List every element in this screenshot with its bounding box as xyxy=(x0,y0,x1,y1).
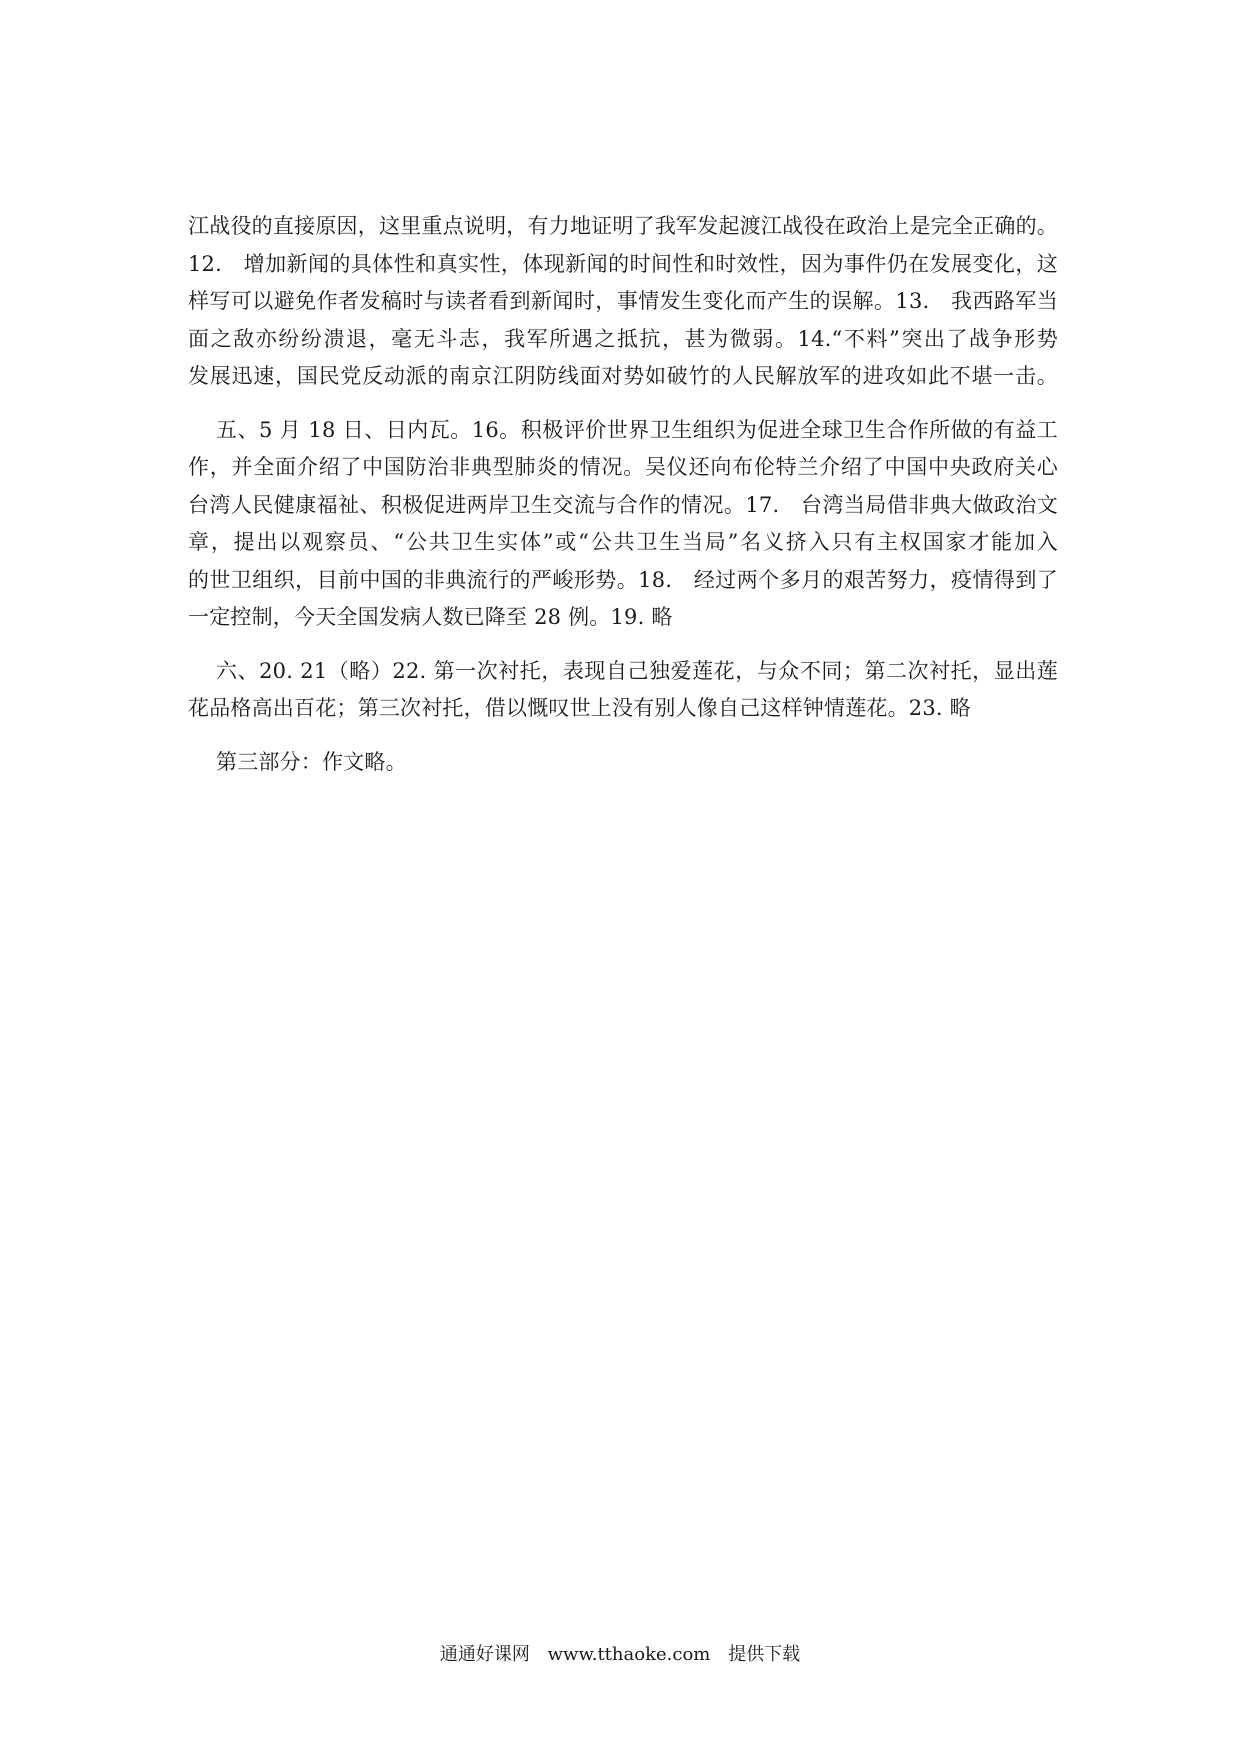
text-line: 江战役的直接原因，这里重点说明，有力地证明了我军发起渡江战役在政治上是完全正确的。 xyxy=(188,214,1058,238)
text-line: 五、5 月 18 日、日内瓦。16。积极评价世界卫生组织为促进全球卫生合作所做的有益工 xyxy=(216,417,1058,442)
paragraph-part-3 xyxy=(188,744,1058,782)
text-line: 发展迅速，国民党反动派的南京江阴防线面对势如破竹的人民解放军的进攻如此不堪一击。 xyxy=(188,364,1058,388)
paragraph-section-6 xyxy=(188,653,1058,728)
text-line: 六、20. 21（略）22. 第一次衬托，表现自己独爱莲花，与众不同；第二次衬托，显出莲 xyxy=(216,658,1058,683)
text-line: 一定控制，今天全国发病人数已降至 28 例。19. 略 xyxy=(188,605,673,629)
text-line: 作，并全面介绍了中国防治非典型肺炎的情况。吴仪还向布伦特兰介绍了中国中央政府关心 xyxy=(188,455,1058,479)
text-line: 章，提出以观察员、“公共卫生实体”或“公共卫生当局”名义挤入只有主权国家才能加入 xyxy=(188,530,1058,554)
text-line: 12. 增加新闻的具体性和真实性，体现新闻的时间性和时效性，因为事件仍在发展变化，这 xyxy=(188,251,1058,276)
footer-url: www.tthaoke.com xyxy=(547,1644,711,1665)
paragraph-1 xyxy=(188,208,1058,396)
text-line: 样写可以避免作者发稿时与读者看到新闻时，事情发生变化而产生的误解。13. 我西路军当 xyxy=(188,289,1058,313)
text-line: 第三部分：作文略。 xyxy=(216,749,407,774)
footer-site-name: 通通好课网 xyxy=(439,1644,530,1665)
paragraph-section-5 xyxy=(188,412,1058,637)
footer-suffix: 提供下载 xyxy=(728,1644,801,1665)
answer-text-body xyxy=(188,208,1058,797)
text-line: 花品格高出百花；第三次衬托，借以慨叹世上没有别人像自己这样钟情莲花。23. 略 xyxy=(188,696,971,720)
text-line: 台湾人民健康福祉、积极促进两岸卫生交流与合作的情况。17. 台湾当局借非典大做政治文 xyxy=(188,492,1058,517)
page-footer xyxy=(0,1643,1240,1667)
text-line: 的世卫组织，目前中国的非典流行的严峻形势。18. 经过两个多月的艰苦努力，疫情得到了 xyxy=(188,567,1058,592)
text-line: 面之敌亦纷纷溃退，毫无斗志，我军所遇之抵抗，甚为微弱。14.“不料”突出了战争形势 xyxy=(188,326,1058,351)
